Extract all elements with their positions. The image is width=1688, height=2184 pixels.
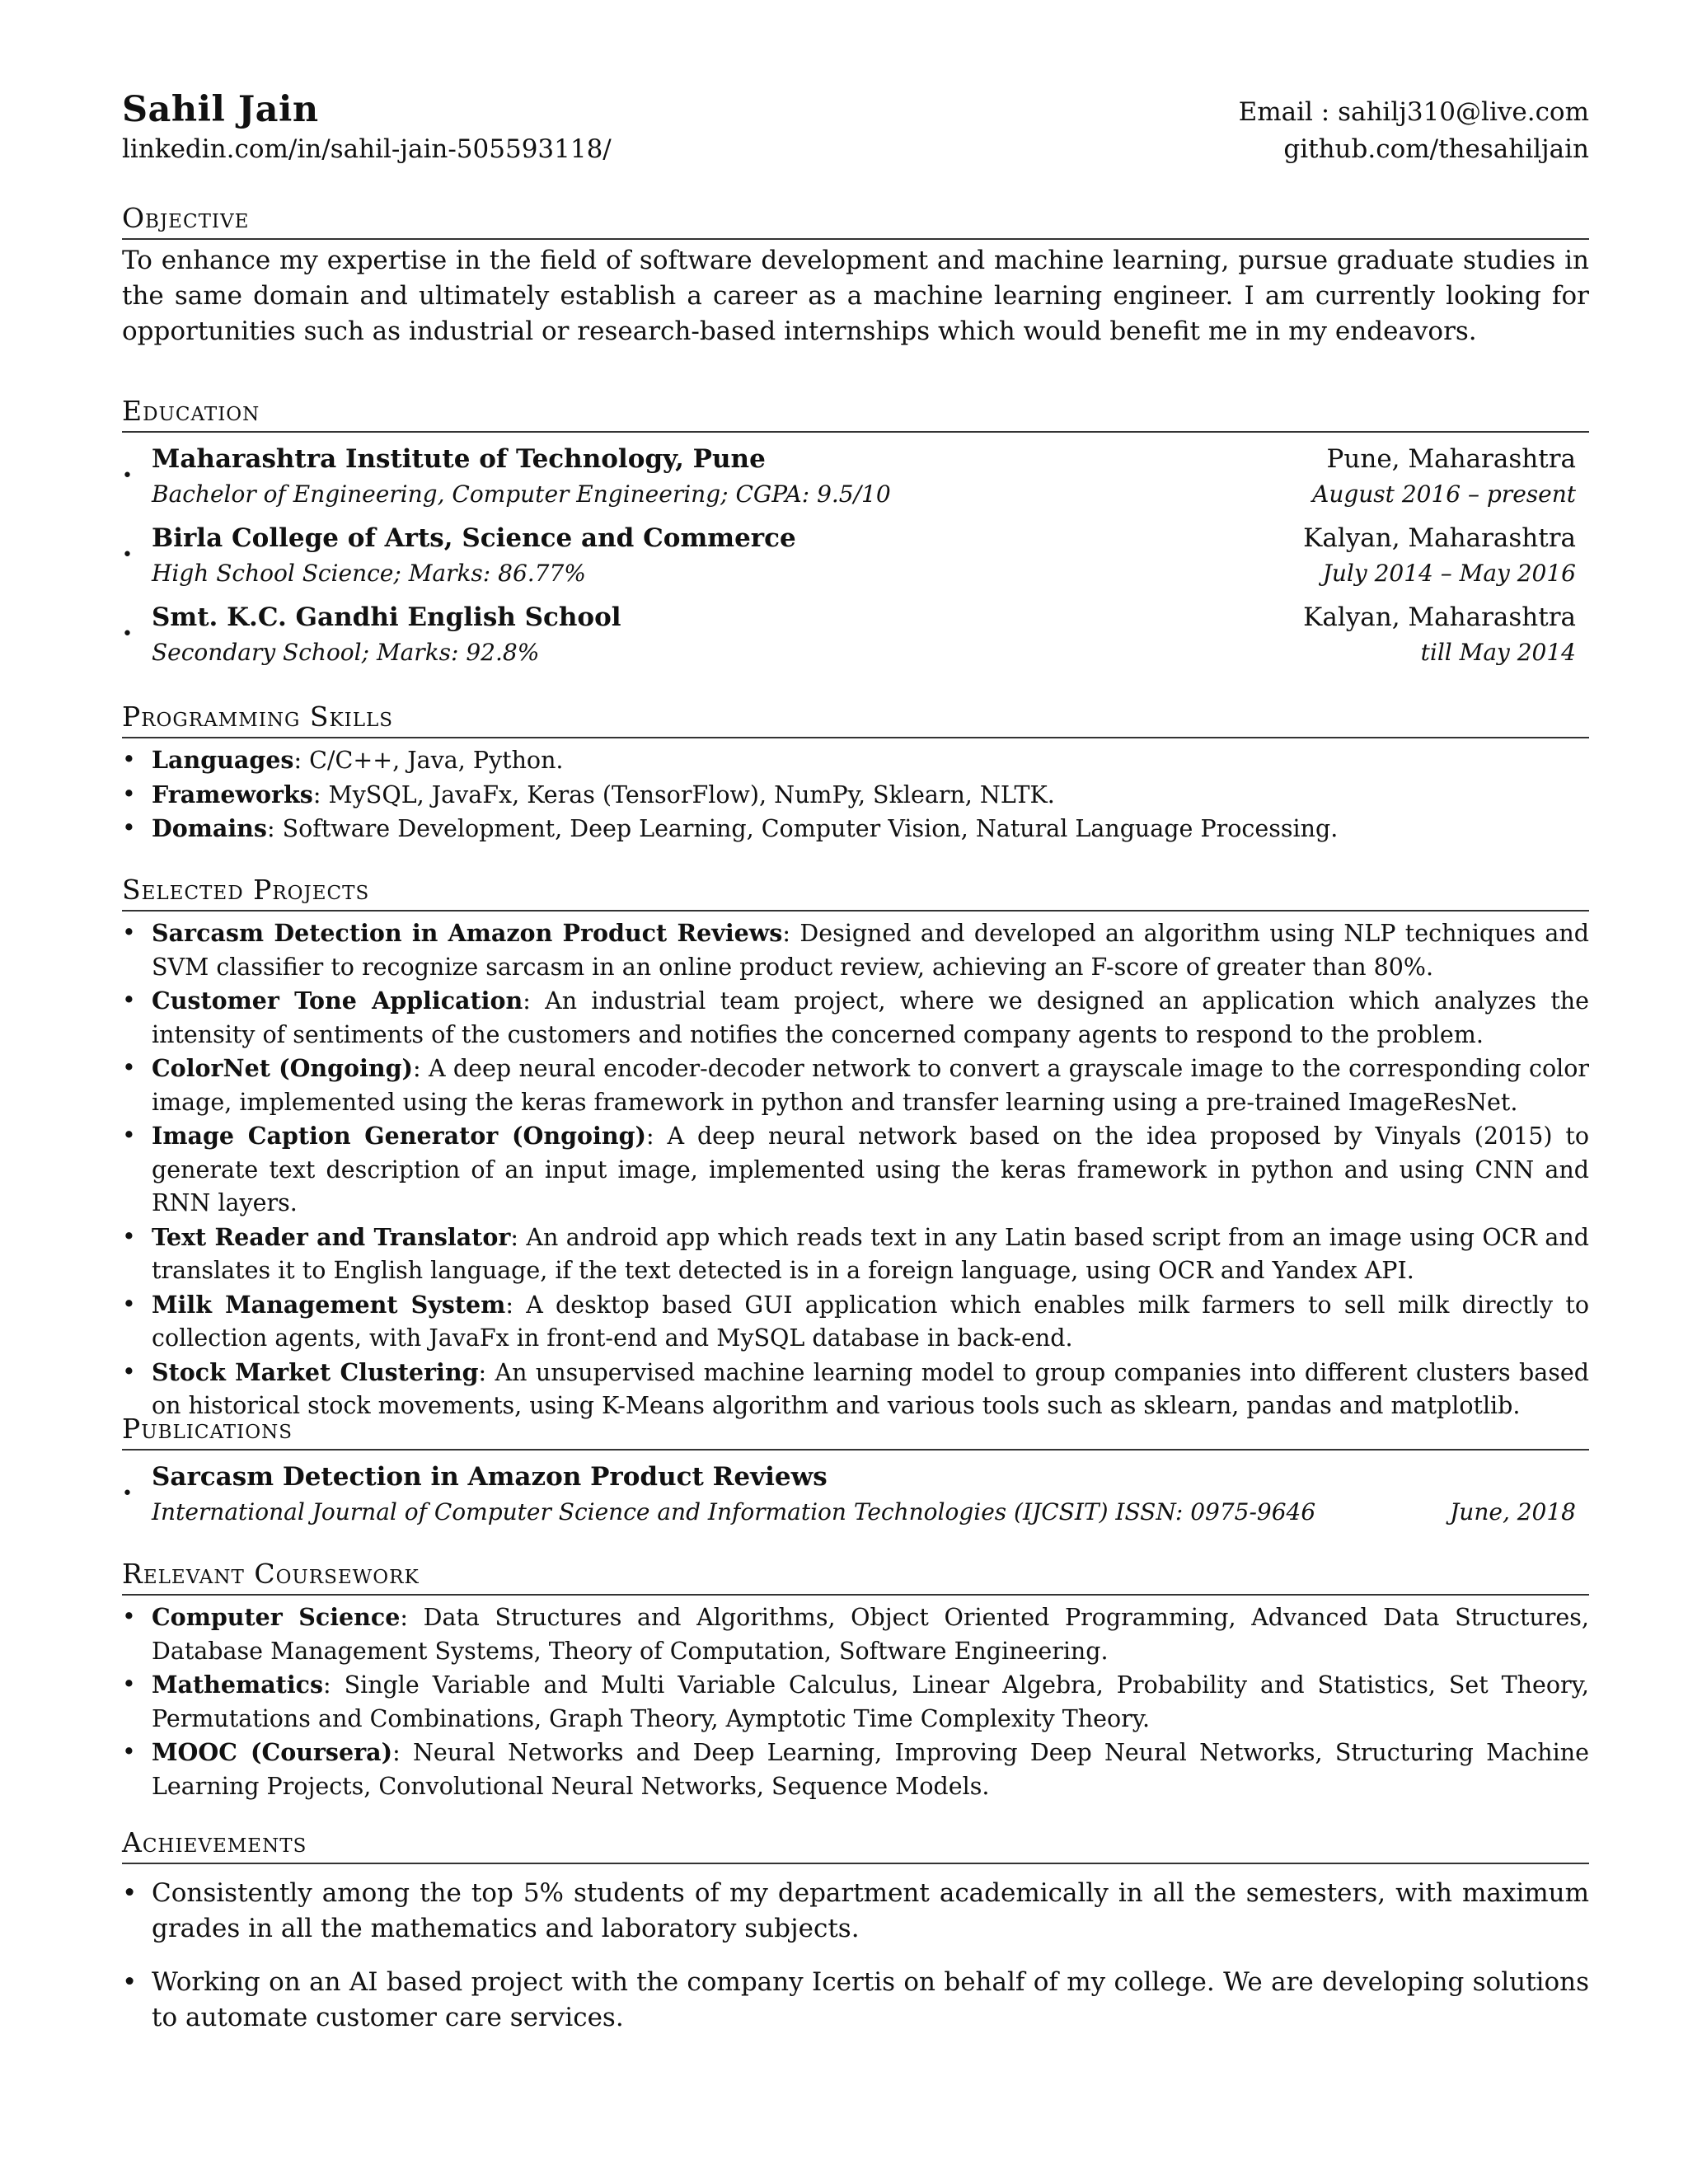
skills-section (122, 699, 1589, 846)
school-location: Kalyan, Maharashtra (1303, 523, 1576, 553)
section-title: Objective (122, 200, 1589, 240)
bullet: • (122, 1738, 136, 1765)
publication-title: Sarcasm Detection in Amazon Product Reviews (152, 1462, 828, 1492)
item-label: Image Caption Generator (Ongoing) (152, 1122, 646, 1150)
list-item (122, 1668, 1589, 1736)
email-link[interactable]: Email : sahilj310@live.com (1238, 97, 1589, 127)
list-item (122, 743, 1589, 778)
item-label: Languages (152, 746, 294, 774)
bullet: • (122, 624, 133, 644)
degree: High School Science; Marks: 86.77% (152, 560, 586, 587)
school-location: Pune, Maharashtra (1326, 444, 1576, 474)
linkedin-link[interactable]: linkedin.com/in/sahil-jain-505593118/ (122, 134, 612, 164)
education-section (122, 393, 1589, 682)
bullet: • (122, 1878, 138, 1908)
section-title: Achievements (122, 1825, 1589, 1864)
coursework-list (122, 1601, 1589, 1803)
education-entry (122, 444, 1589, 523)
degree: Secondary School; Marks: 92.8% (152, 639, 540, 666)
education-dates: till May 2014 (1420, 639, 1576, 666)
school-name: Smt. K.C. Gandhi English School (152, 602, 621, 632)
item-text: : Software Development, Deep Learning, Computer Vision, Natural Language Processing. (266, 815, 1339, 842)
degree: Bachelor of Engineering, Computer Engineering; CGPA: 9.5/10 (152, 480, 891, 508)
item-text: : Designed and developed an algorithm using NLP techniques and SVM classifier to recognize sarcasm in an online product review, achieving an F-score of greater than 80%. (152, 920, 1589, 981)
item-text: Consistently among the top 5% students of my department academically in all the semesters, with maximum grades in all the mathematics and laboratory subjects. (152, 1878, 1589, 1943)
bullet: • (122, 1967, 138, 1997)
school-name: Maharashtra Institute of Technology, Pune (152, 444, 766, 474)
bullet: • (122, 1054, 136, 1081)
publication-entry (122, 1462, 1589, 1541)
list-item (122, 1601, 1589, 1668)
item-label: ColorNet (Ongoing) (152, 1054, 414, 1082)
bullet: • (122, 1290, 136, 1318)
projects-list (122, 916, 1589, 1423)
item-label: Mathematics (152, 1671, 324, 1699)
section-title: Relevant Coursework (122, 1556, 1589, 1596)
bullet: • (122, 1222, 136, 1250)
bullet: • (122, 1603, 136, 1630)
item-label: Text Reader and Translator (152, 1222, 511, 1251)
projects-section (122, 872, 1589, 1423)
item-text: : An industrial team project, where we designed an application which analyzes the intensity of sentiments of the customers and notifies the concerned company agents to respond to the problem. (152, 987, 1590, 1048)
section-title: Publications (122, 1411, 1589, 1451)
list-item (122, 1736, 1589, 1803)
objective-section (122, 200, 1589, 349)
section-title: Selected Projects (122, 872, 1589, 912)
candidate-name: Sahil Jain (122, 89, 319, 130)
item-text: : MySQL, JavaFx, Keras (TensorFlow), NumPy, Sklearn, NLTK. (312, 780, 1055, 808)
publication-venue: International Journal of Computer Science and Information Technologies (IJCSIT) ISSN: 0975-9646 (152, 1498, 1316, 1526)
bullet: • (122, 1483, 133, 1504)
list-item (122, 1119, 1589, 1221)
coursework-section (122, 1556, 1589, 1803)
list-item (122, 1965, 1589, 2036)
bullet: • (122, 1122, 136, 1149)
achievements-section (122, 1825, 1589, 2054)
item-text: : Neural Networks and Deep Learning, Improving Deep Neural Networks, Structuring Machine Learning Projects, Convolutional Neural Networks, Sequence Models. (152, 1739, 1589, 1800)
bullet: • (122, 1671, 136, 1698)
bullet: • (122, 466, 133, 486)
achievements-list (122, 1876, 1589, 2036)
item-text: : C/C++, Java, Python. (293, 747, 564, 774)
item-label: Computer Science (152, 1603, 401, 1631)
education-dates: August 2016 – present (1312, 480, 1576, 508)
bullet: • (122, 814, 136, 841)
education-list (122, 444, 1589, 682)
publications-list (122, 1462, 1589, 1541)
list-item (122, 812, 1589, 846)
bullet: • (122, 919, 136, 946)
item-label: MOOC (Coursera) (152, 1738, 393, 1766)
list-item (122, 984, 1589, 1052)
item-text: : A deep neural network based on the idea proposed by Vinyals (2015) to generate text description of an input image, implemented using the keras framework in python and using CNN and RNN layers. (152, 1122, 1589, 1216)
school-location: Kalyan, Maharashtra (1303, 602, 1576, 632)
education-dates: July 2014 – May 2016 (1322, 560, 1576, 587)
list-item (122, 1876, 1589, 1947)
section-title: Programming Skills (122, 699, 1589, 738)
bullet: • (122, 1357, 136, 1385)
list-item (122, 1221, 1589, 1288)
list-item (122, 778, 1589, 813)
publications-section (122, 1411, 1589, 1541)
bullet: • (122, 987, 136, 1014)
item-label: Domains (152, 814, 267, 842)
education-entry (122, 602, 1589, 682)
bullet: • (122, 780, 136, 808)
item-text: : An unsupervised machine learning model to group companies into different clusters based on historical stock movements, using K-Means algorithm and various tools such as sklearn, pandas and matplotlib. (152, 1358, 1590, 1419)
publication-date: June, 2018 (1450, 1498, 1576, 1526)
item-text: : Data Structures and Algorithms, Object Oriented Programming, Advanced Data Structures, Database Management Systems, Theory of Computation, Software Engineering. (152, 1604, 1589, 1665)
list-item (122, 1288, 1589, 1356)
list-item (122, 916, 1589, 984)
github-link[interactable]: github.com/thesahiljain (1283, 134, 1589, 164)
item-label: Frameworks (152, 780, 313, 808)
item-label: Milk Management System (152, 1290, 506, 1319)
education-entry (122, 523, 1589, 602)
skills-list (122, 743, 1589, 846)
item-label: Sarcasm Detection in Amazon Product Reviews (152, 919, 783, 947)
item-text: : A deep neural encoder-decoder network to convert a grayscale image to the corresponding color image, implemented using the keras framework in python and transfer learning using a pre-trained ImageResNet. (152, 1055, 1590, 1116)
item-text: : A desktop based GUI application which enables milk farmers to sell milk directly to collection agents, with JavaFx in front-end and MySQL database in back-end. (152, 1291, 1589, 1352)
bullet: • (122, 545, 133, 565)
bullet: • (122, 746, 136, 773)
item-text: : An android app which reads text in any Latin based script from an image using OCR and translates it to English language, if the text detected is in a foreign language, using OCR and Yandex API. (152, 1223, 1589, 1284)
list-item (122, 1052, 1589, 1119)
objective-text: To enhance my expertise in the field of software development and machine learning, pursue graduate studies in the same domain and ultimately establish a career as a machine learning engineer. I am currently looking for opportunities such as industrial or research-based internships which would benefit me in my endeavors. (122, 246, 1589, 346)
item-text: : Single Variable and Multi Variable Calculus, Linear Algebra, Probability and Statistics, Set Theory, Permutations and Combinations, Graph Theory, Aymptotic Time Complexity Theory. (152, 1671, 1589, 1732)
item-label: Stock Market Clustering (152, 1357, 479, 1386)
school-name: Birla College of Arts, Science and Commerce (152, 523, 796, 553)
section-title: Education (122, 393, 1589, 433)
item-text: Working on an AI based project with the company Icertis on behalf of my college. We are developing solutions to automate customer care services. (152, 1967, 1589, 2032)
item-label: Customer Tone Application (152, 987, 523, 1015)
